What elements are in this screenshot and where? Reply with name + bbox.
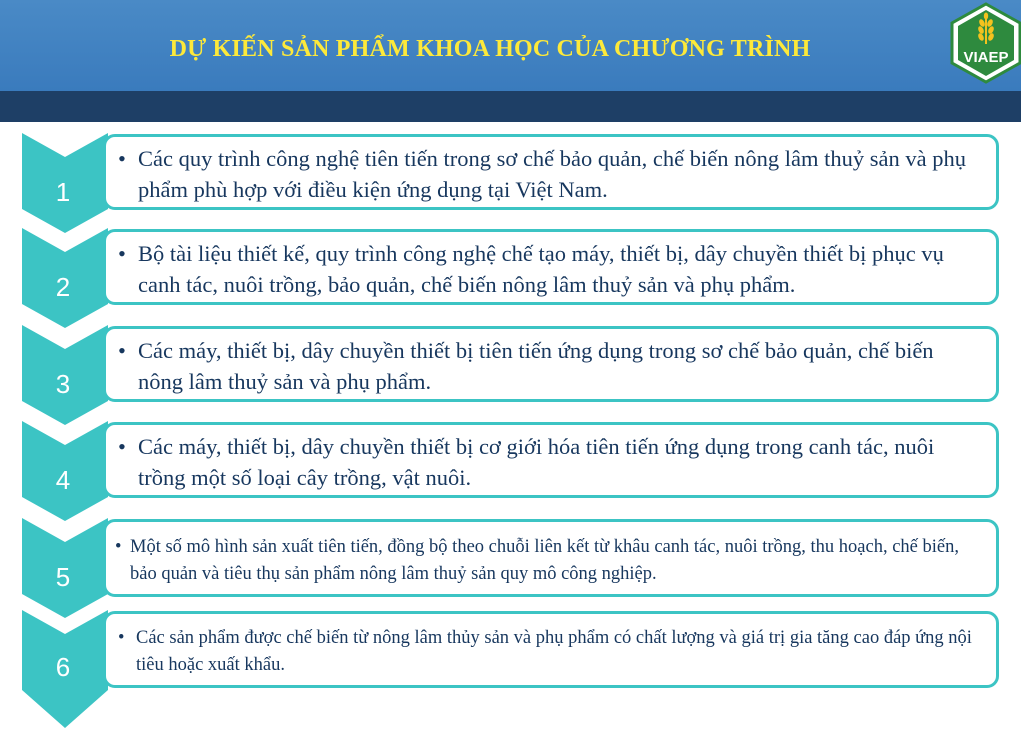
list-item (0, 610, 1021, 730)
bullet: • (118, 434, 126, 459)
bullet: • (118, 338, 126, 363)
item-box (103, 519, 999, 597)
item-box (103, 326, 999, 402)
slide-title: DỰ KIẾN SẢN PHẨM KHOA HỌC CỦA CHƯƠNG TRÌNH (169, 36, 811, 62)
list-item (0, 421, 1021, 521)
item-number: 2 (55, 272, 71, 302)
list-item (0, 325, 1021, 425)
list-item (0, 133, 1021, 233)
bullet: • (115, 537, 122, 557)
item-text: Bộ tài liệu thiết kế, quy trình công nghệ chế tạo máy, thiết bị, dây chuyền thiết bị phục vụ canh tác, nuôi trồng, bảo quản, chế biến nông lâm thuỷ sản và phụ phẩm. (138, 241, 944, 297)
bullet: • (118, 146, 126, 171)
item-number: 4 (55, 465, 71, 495)
item-text: Một số mô hình sản xuất tiên tiến, đồng bộ theo chuỗi liên kết từ khâu canh tác, nuôi trồng, thu hoạch, chế biến, bảo quản và tiêu thụ sản phẩm nông lâm thuỷ sản quy mô công nghiệp. (130, 537, 959, 584)
item-text: Các quy trình công nghệ tiên tiến trong sơ chế bảo quản, chế biến nông lâm thuỷ sản và phụ phẩm phù hợp với điều kiện ứng dụng tại Việt Nam. (138, 146, 966, 202)
bullet: • (118, 628, 125, 648)
item-number: 1 (55, 177, 71, 207)
viaep-logo (949, 2, 1021, 84)
list-item (0, 518, 1021, 618)
item-box (103, 229, 999, 305)
item-text: Các sản phẩm được chế biến từ nông lâm thủy sản và phụ phẩm có chất lượng và giá trị gia tăng cao đáp ứng nội tiêu hoặc xuất khẩu. (136, 628, 972, 675)
list-item (0, 228, 1021, 328)
item-number: 5 (55, 562, 71, 592)
item-text: Các máy, thiết bị, dây chuyền thiết bị cơ giới hóa tiên tiến ứng dụng trong canh tác, nuôi trồng một số loại cây trồng, vật nuôi. (138, 434, 935, 490)
item-box (103, 422, 999, 498)
item-number: 6 (55, 652, 71, 682)
item-box (103, 134, 999, 210)
bullet: • (118, 241, 126, 266)
item-text: Các máy, thiết bị, dây chuyền thiết bị tiên tiến ứng dụng trong sơ chế bảo quản, chế biến nông lâm thuỷ sản và phụ phẩm. (138, 338, 934, 394)
logo-text: VIAEP (963, 49, 1009, 66)
item-box (103, 611, 999, 688)
item-number: 3 (55, 369, 71, 399)
header-band (0, 91, 1021, 122)
